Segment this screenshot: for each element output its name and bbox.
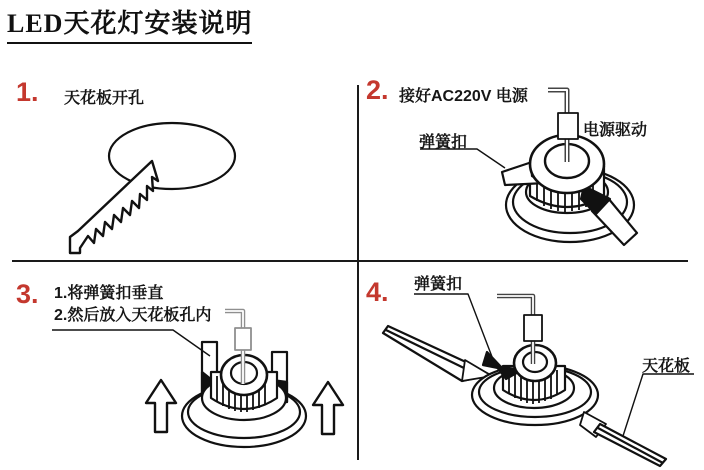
step-2-number: 2. [366, 75, 389, 105]
step-3-instruction-line1: 1.将弹簧扣垂直 [54, 285, 164, 302]
ceiling-board-label: 天花板 [642, 358, 691, 375]
step-2-instruction: 接好AC220V 电源 [399, 88, 528, 105]
step-4-number: 4. [366, 277, 389, 307]
step-1-number: 1. [16, 77, 39, 107]
spring-clip-label-step4: 弹簧扣 [414, 276, 463, 293]
step-3-number: 3. [16, 279, 39, 309]
page-title: LED天花灯安装说明 [7, 3, 252, 44]
power-driver-label: 电源驱动 [583, 122, 648, 139]
step-1-panel [0, 60, 358, 261]
spring-clip-label-step2: 弹簧扣 [419, 134, 468, 151]
ceiling-hole-saw-drawing [0, 60, 358, 261]
step-3-instruction-line2: 2.然后放入天花板孔内 [54, 307, 212, 324]
step-1-instruction: 天花板开孔 [64, 90, 145, 107]
